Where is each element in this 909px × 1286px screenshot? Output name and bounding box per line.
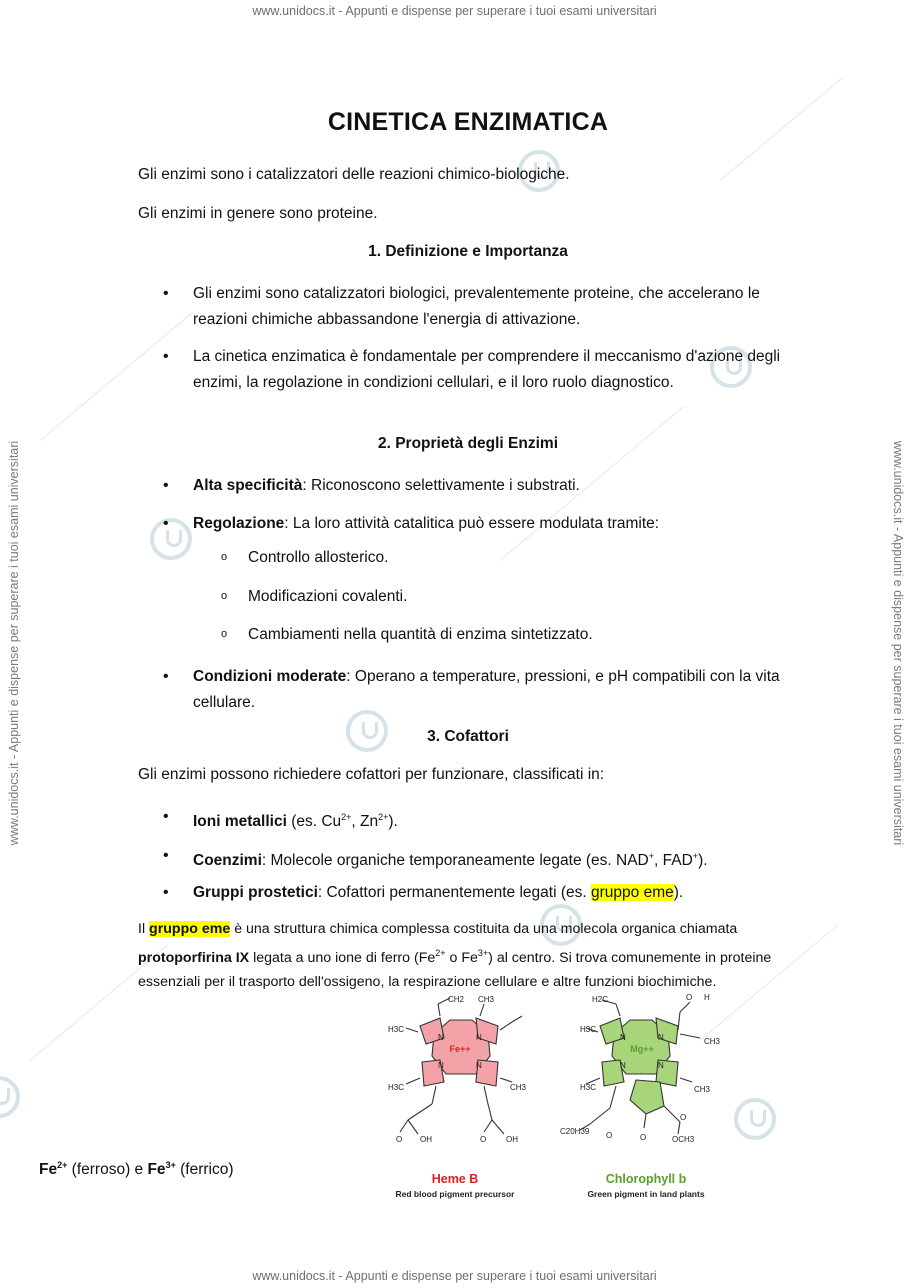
- term: Coenzimi: [193, 852, 262, 869]
- section-heading-3: 3. Cofattori: [427, 728, 509, 745]
- group-label: O: [606, 1131, 613, 1140]
- group-label: CH3: [694, 1085, 711, 1094]
- list-item: • Gli enzimi sono catalizzatori biologici, prevalentemente proteine, che accelerano le reazioni chimiche abbassandone l'energia di attivazione.: [193, 281, 783, 333]
- group-label: H3C: [580, 1025, 597, 1034]
- list-item: [193, 664, 783, 716]
- group-label: OH: [420, 1135, 432, 1144]
- list-item: [193, 473, 783, 499]
- group-label: N: [438, 1033, 444, 1042]
- group-label: CH3: [510, 1083, 527, 1092]
- sub-list-item: o Modificazioni covalenti.: [248, 588, 407, 606]
- list-item-text: : Cofattori permanentemente legati (es.: [317, 884, 591, 901]
- superscript: +: [692, 851, 699, 861]
- iron-states-line: [39, 1160, 234, 1179]
- heme-b-structure: [380, 990, 540, 1150]
- group-label: O: [680, 1113, 687, 1122]
- watermark-line: [40, 312, 194, 441]
- group-label: H: [704, 993, 710, 1002]
- list-item-text: : La loro attività catalitica può essere modulata tramite:: [284, 515, 660, 532]
- list-item-text: ).: [673, 884, 684, 901]
- watermark-left: www.unidocs.it - Appunti e dispense per superare i tuoi esami universitari: [7, 440, 21, 846]
- group-label: N: [658, 1061, 664, 1070]
- heme-b-caption: Red blood pigment precursor: [395, 1189, 515, 1199]
- group-label: N: [620, 1061, 626, 1070]
- text: o Fe: [445, 950, 478, 966]
- list-item-text: , FAD: [654, 852, 693, 869]
- term: protoporfirina IX: [138, 950, 250, 966]
- intro-line-2: Gli enzimi in genere sono proteine.: [138, 205, 378, 222]
- term: Fe: [39, 1161, 58, 1178]
- group-label: O: [686, 993, 693, 1002]
- group-label: CH3: [478, 995, 495, 1004]
- superscript: 3+: [477, 948, 489, 958]
- text: Il: [138, 921, 150, 937]
- superscript: 2+: [341, 812, 352, 822]
- sub-list-item: o Cambiamenti nella quantità di enzima sintetizzato.: [248, 626, 593, 644]
- watermark-bottom: www.unidocs.it - Appunti e dispense per superare i tuoi esami universitari: [252, 1269, 657, 1283]
- group-label: O: [480, 1135, 487, 1144]
- list-item-text: ).: [388, 813, 398, 830]
- list-item-text: : Riconoscono selettivamente i substrati.: [302, 477, 580, 494]
- term: Alta specificità: [193, 477, 303, 494]
- text: (ferroso) e: [67, 1161, 148, 1178]
- group-label: N: [658, 1033, 664, 1042]
- heme-paragraph: [138, 917, 798, 994]
- sub-list-item: o Controllo allosterico.: [248, 549, 388, 567]
- superscript: +: [648, 851, 655, 861]
- group-label: C20H39: [560, 1127, 590, 1136]
- highlight: gruppo eme: [149, 921, 231, 937]
- page-title: CINETICA ENZIMATICA: [327, 108, 609, 136]
- heme-b-label: Heme B: [431, 1172, 479, 1186]
- list-item: • La cinetica enzimatica è fondamentale per comprendere il meccanismo d'azione degli enzimi, la regolazione in condizioni cellulari, e il loro ruolo diagnostico.: [193, 344, 783, 396]
- chlorophyll-b-structure: [560, 990, 730, 1150]
- section3-intro: Gli enzimi possono richiedere cofattori per funzionare, classificati in:: [138, 766, 605, 783]
- highlight: gruppo eme: [591, 884, 674, 901]
- text: legata a uno ione di ferro (Fe: [249, 950, 436, 966]
- group-label: H2C: [592, 995, 609, 1004]
- list-item: [193, 511, 783, 537]
- text: è una struttura chimica complessa costituita da una molecola organica chiamata: [230, 921, 738, 937]
- heme-center: Fe++: [449, 1044, 471, 1054]
- text: ) al centro. Si trova comunemente in proteine essenziali per il trasporto dell'ossigeno, la respirazione cellulare e altre funzioni biochimiche.: [138, 950, 772, 990]
- superscript: 2+: [57, 1160, 68, 1170]
- watermark-right: www.unidocs.it - Appunti e dispense per superare i tuoi esami universitari: [891, 440, 905, 846]
- list-item: [193, 843, 783, 874]
- superscript: 3+: [165, 1160, 176, 1170]
- term: Ioni metallici: [193, 813, 287, 830]
- text: (ferrico): [175, 1161, 234, 1178]
- list-item-text: : Operano a temperature, pressioni, e pH compatibili con la vita cellulare.: [193, 668, 780, 711]
- chlorophyll-b-caption: Green pigment in land plants: [587, 1189, 705, 1199]
- intro-line-1: Gli enzimi sono i catalizzatori delle reazioni chimico-biologiche.: [138, 166, 570, 183]
- group-label: N: [476, 1033, 482, 1042]
- list-item-text: , Zn: [351, 813, 379, 830]
- group-label: O: [396, 1135, 403, 1144]
- group-label: N: [476, 1061, 482, 1070]
- group-label: H3C: [580, 1083, 597, 1092]
- term: Regolazione: [193, 515, 285, 532]
- watermark-top: www.unidocs.it - Appunti e dispense per superare i tuoi esami universitari: [252, 4, 657, 18]
- term: Condizioni moderate: [193, 668, 347, 685]
- watermark-logo-icon: [150, 518, 192, 560]
- term: Fe: [147, 1161, 166, 1178]
- group-label: N: [620, 1033, 626, 1042]
- group-label: OCH3: [672, 1135, 695, 1144]
- chlorophyll-center: Mg++: [630, 1044, 654, 1054]
- term: Gruppi prostetici: [193, 884, 318, 901]
- group-label: OH: [506, 1135, 518, 1144]
- superscript: 2+: [435, 948, 446, 958]
- group-label: O: [640, 1133, 647, 1142]
- group-label: H3C: [388, 1025, 405, 1034]
- list-item: [193, 880, 783, 906]
- group-label: CH3: [704, 1037, 721, 1046]
- group-label: N: [438, 1061, 444, 1070]
- list-item-text: (es. Cu: [286, 813, 342, 830]
- list-item: [193, 804, 783, 835]
- group-label: H3C: [388, 1083, 405, 1092]
- watermark-logo-icon: [734, 1098, 776, 1140]
- section-heading-1: 1. Definizione e Importanza: [368, 243, 568, 260]
- list-item-text: ).: [698, 852, 708, 869]
- superscript: 2+: [378, 812, 389, 822]
- chlorophyll-b-label: Chlorophyll b: [605, 1172, 687, 1186]
- watermark-logo-icon: [0, 1076, 20, 1118]
- section-heading-2: 2. Proprietà degli Enzimi: [377, 435, 558, 452]
- group-label: CH2: [448, 995, 465, 1004]
- list-item-text: : Molecole organiche temporaneamente legate (es. NAD: [261, 852, 649, 869]
